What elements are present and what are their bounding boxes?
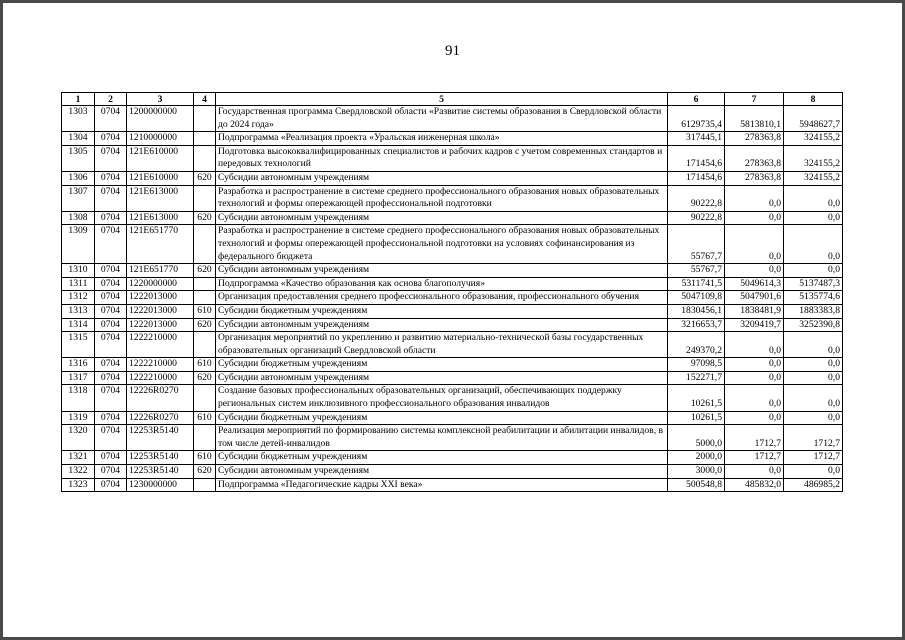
amount-year2-cell: 5813810,1: [725, 106, 784, 132]
section-code-cell: 0704: [95, 106, 127, 132]
section-code-cell: 0704: [95, 478, 127, 492]
item-name-cell: Разработка и распространение в системе среднего профессионального образования новых образовательных технологий и формы опережающей профессиональной подготовки: [216, 185, 668, 211]
row-number-cell: 1321: [62, 451, 95, 465]
amount-year3-cell: 324155,2: [784, 171, 843, 185]
section-code-cell: 0704: [95, 358, 127, 372]
row-number-cell: 1313: [62, 304, 95, 318]
expense-type-cell: 620: [194, 465, 216, 479]
expense-type-cell: [194, 145, 216, 171]
expense-type-cell: 610: [194, 411, 216, 425]
item-name-cell: Разработка и распространение в системе среднего профессионального образования новых образовательных технологий и формы опережающей профессиональной подготовки на условиях софинансирования из федерального бюджета: [216, 225, 668, 264]
row-number-cell: 1315: [62, 332, 95, 358]
target-item-cell: 1210000000: [127, 132, 194, 146]
amount-year1-cell: 90222,8: [668, 211, 725, 225]
amount-year2-cell: 0,0: [725, 211, 784, 225]
expense-type-cell: [194, 185, 216, 211]
amount-year2-cell: 278363,8: [725, 145, 784, 171]
target-item-cell: 1230000000: [127, 478, 194, 492]
amount-year1-cell: 500548,8: [668, 478, 725, 492]
amount-year1-cell: 5000,0: [668, 425, 725, 451]
section-code-cell: 0704: [95, 385, 127, 411]
amount-year2-cell: 1712,7: [725, 451, 784, 465]
amount-year2-cell: 0,0: [725, 332, 784, 358]
budget-table: [61, 92, 843, 492]
table-body: [62, 106, 843, 492]
row-number-cell: 1309: [62, 225, 95, 264]
amount-year1-cell: 10261,5: [668, 411, 725, 425]
section-code-cell: 0704: [95, 145, 127, 171]
expense-type-cell: 620: [194, 211, 216, 225]
table-row: [62, 264, 843, 278]
amount-year2-cell: 0,0: [725, 185, 784, 211]
table-row: [62, 145, 843, 171]
expense-type-cell: 620: [194, 171, 216, 185]
table-row: [62, 106, 843, 132]
table-row: [62, 332, 843, 358]
section-code-cell: 0704: [95, 318, 127, 332]
item-name-cell: Субсидии бюджетным учреждениям: [216, 451, 668, 465]
row-number-cell: 1314: [62, 318, 95, 332]
item-name-cell: Создание базовых профессиональных образовательных организаций, обеспечивающих поддержку региональных систем инклюзивного профессионального образования инвалидов: [216, 385, 668, 411]
table-row: [62, 225, 843, 264]
section-code-cell: 0704: [95, 425, 127, 451]
section-code-cell: 0704: [95, 465, 127, 479]
expense-type-cell: [194, 425, 216, 451]
row-number-cell: 1318: [62, 385, 95, 411]
item-name-cell: Реализация мероприятий по формированию системы комплексной реабилитации и абилитации инвалидов, в том числе детей-инвалидов: [216, 425, 668, 451]
item-name-cell: Организация предоставления среднего профессионального образования, профессионального обучения: [216, 291, 668, 305]
target-item-cell: 12226R0270: [127, 385, 194, 411]
amount-year1-cell: 6129735,4: [668, 106, 725, 132]
expense-type-cell: [194, 332, 216, 358]
table-row: [62, 132, 843, 146]
amount-year3-cell: 0,0: [784, 264, 843, 278]
expense-type-cell: 620: [194, 371, 216, 385]
target-item-cell: 121E651770: [127, 225, 194, 264]
item-name-cell: Субсидии бюджетным учреждениям: [216, 358, 668, 372]
item-name-cell: Субсидии автономным учреждениям: [216, 171, 668, 185]
amount-year3-cell: 1712,7: [784, 451, 843, 465]
expense-type-cell: [194, 291, 216, 305]
header-row: [62, 93, 843, 106]
section-code-cell: 0704: [95, 304, 127, 318]
column-header: 4: [194, 93, 216, 106]
amount-year3-cell: 324155,2: [784, 145, 843, 171]
section-code-cell: 0704: [95, 371, 127, 385]
amount-year1-cell: 249370,2: [668, 332, 725, 358]
row-number-cell: 1323: [62, 478, 95, 492]
amount-year2-cell: 0,0: [725, 225, 784, 264]
section-code-cell: 0704: [95, 451, 127, 465]
item-name-cell: Подпрограмма «Педагогические кадры XXI века»: [216, 478, 668, 492]
amount-year3-cell: 0,0: [784, 185, 843, 211]
expense-type-cell: 620: [194, 318, 216, 332]
row-number-cell: 1307: [62, 185, 95, 211]
amount-year3-cell: 0,0: [784, 358, 843, 372]
row-number-cell: 1319: [62, 411, 95, 425]
column-header: 7: [725, 93, 784, 106]
amount-year3-cell: 0,0: [784, 225, 843, 264]
section-code-cell: 0704: [95, 171, 127, 185]
section-code-cell: 0704: [95, 291, 127, 305]
column-header: 3: [127, 93, 194, 106]
amount-year3-cell: 324155,2: [784, 132, 843, 146]
expense-type-cell: 610: [194, 304, 216, 318]
expense-type-cell: 610: [194, 451, 216, 465]
amount-year2-cell: 485832,0: [725, 478, 784, 492]
section-code-cell: 0704: [95, 132, 127, 146]
table-row: [62, 304, 843, 318]
table-row: [62, 385, 843, 411]
item-name-cell: Подпрограмма «Реализация проекта «Уральская инженерная школа»: [216, 132, 668, 146]
amount-year1-cell: 5311741,5: [668, 277, 725, 291]
section-code-cell: 0704: [95, 225, 127, 264]
row-number-cell: 1306: [62, 171, 95, 185]
amount-year1-cell: 152271,7: [668, 371, 725, 385]
table-row: [62, 211, 843, 225]
expense-type-cell: 610: [194, 358, 216, 372]
amount-year1-cell: 55767,7: [668, 264, 725, 278]
target-item-cell: 1222210000: [127, 358, 194, 372]
column-header: 2: [95, 93, 127, 106]
row-number-cell: 1322: [62, 465, 95, 479]
amount-year2-cell: 0,0: [725, 465, 784, 479]
item-name-cell: Субсидии бюджетным учреждениям: [216, 304, 668, 318]
item-name-cell: Субсидии автономным учреждениям: [216, 264, 668, 278]
amount-year1-cell: 90222,8: [668, 185, 725, 211]
expense-type-cell: [194, 478, 216, 492]
amount-year2-cell: 1712,7: [725, 425, 784, 451]
target-item-cell: 12253R5140: [127, 425, 194, 451]
amount-year3-cell: 0,0: [784, 211, 843, 225]
table-row: [62, 478, 843, 492]
column-header: 1: [62, 93, 95, 106]
section-code-cell: 0704: [95, 277, 127, 291]
row-number-cell: 1308: [62, 211, 95, 225]
row-number-cell: 1320: [62, 425, 95, 451]
table-row: [62, 465, 843, 479]
row-number-cell: 1304: [62, 132, 95, 146]
target-item-cell: 121E613000: [127, 211, 194, 225]
amount-year1-cell: 317445,1: [668, 132, 725, 146]
target-item-cell: 1222013000: [127, 304, 194, 318]
amount-year1-cell: 3000,0: [668, 465, 725, 479]
table-row: [62, 318, 843, 332]
row-number-cell: 1310: [62, 264, 95, 278]
amount-year1-cell: 171454,6: [668, 171, 725, 185]
target-item-cell: 12226R0270: [127, 411, 194, 425]
item-name-cell: Государственная программа Свердловской области «Развитие системы образования в Свердловской области до 2024 года»: [216, 106, 668, 132]
amount-year3-cell: 5135774,6: [784, 291, 843, 305]
table-row: [62, 358, 843, 372]
table-row: [62, 185, 843, 211]
target-item-cell: 1220000000: [127, 277, 194, 291]
target-item-cell: 121E610000: [127, 145, 194, 171]
amount-year2-cell: 0,0: [725, 371, 784, 385]
target-item-cell: 1200000000: [127, 106, 194, 132]
amount-year3-cell: 1712,7: [784, 425, 843, 451]
table-row: [62, 277, 843, 291]
target-item-cell: 121E610000: [127, 171, 194, 185]
target-item-cell: 1222013000: [127, 318, 194, 332]
row-number-cell: 1316: [62, 358, 95, 372]
amount-year3-cell: 3252390,8: [784, 318, 843, 332]
table-row: [62, 171, 843, 185]
item-name-cell: Субсидии бюджетным учреждениям: [216, 411, 668, 425]
item-name-cell: Организация мероприятий по укреплению и развитию материально-технической базы государственных образовательных организаций Свердловской области: [216, 332, 668, 358]
expense-type-cell: [194, 106, 216, 132]
row-number-cell: 1312: [62, 291, 95, 305]
target-item-cell: 12253R5140: [127, 451, 194, 465]
amount-year3-cell: 1883383,8: [784, 304, 843, 318]
amount-year2-cell: 278363,8: [725, 171, 784, 185]
row-number-cell: 1311: [62, 277, 95, 291]
amount-year1-cell: 97098,5: [668, 358, 725, 372]
amount-year1-cell: 3216653,7: [668, 318, 725, 332]
amount-year3-cell: 486985,2: [784, 478, 843, 492]
table-row: [62, 425, 843, 451]
section-code-cell: 0704: [95, 332, 127, 358]
table-row: [62, 411, 843, 425]
table-row: [62, 371, 843, 385]
table-row: [62, 291, 843, 305]
amount-year3-cell: 5948627,7: [784, 106, 843, 132]
item-name-cell: Субсидии автономным учреждениям: [216, 211, 668, 225]
target-item-cell: 1222210000: [127, 371, 194, 385]
document-page: [3, 3, 902, 637]
amount-year2-cell: 1838481,9: [725, 304, 784, 318]
amount-year2-cell: 5047901,6: [725, 291, 784, 305]
target-item-cell: 121E651770: [127, 264, 194, 278]
amount-year3-cell: 5137487,3: [784, 277, 843, 291]
amount-year3-cell: 0,0: [784, 371, 843, 385]
item-name-cell: Субсидии автономным учреждениям: [216, 318, 668, 332]
amount-year2-cell: 278363,8: [725, 132, 784, 146]
amount-year2-cell: 3209419,7: [725, 318, 784, 332]
target-item-cell: 1222013000: [127, 291, 194, 305]
amount-year1-cell: 171454,6: [668, 145, 725, 171]
target-item-cell: 12253R5140: [127, 465, 194, 479]
expense-type-cell: [194, 277, 216, 291]
section-code-cell: 0704: [95, 185, 127, 211]
row-number-cell: 1303: [62, 106, 95, 132]
expense-type-cell: [194, 132, 216, 146]
row-number-cell: 1305: [62, 145, 95, 171]
amount-year2-cell: 0,0: [725, 358, 784, 372]
amount-year1-cell: 2000,0: [668, 451, 725, 465]
target-item-cell: 121E613000: [127, 185, 194, 211]
amount-year3-cell: 0,0: [784, 332, 843, 358]
section-code-cell: 0704: [95, 411, 127, 425]
amount-year1-cell: 10261,5: [668, 385, 725, 411]
expense-type-cell: [194, 385, 216, 411]
row-number-cell: 1317: [62, 371, 95, 385]
amount-year3-cell: 0,0: [784, 465, 843, 479]
section-code-cell: 0704: [95, 264, 127, 278]
item-name-cell: Подпрограмма «Качество образования как основа благополучия»: [216, 277, 668, 291]
amount-year1-cell: 55767,7: [668, 225, 725, 264]
column-header: 5: [216, 93, 668, 106]
amount-year1-cell: 1830456,1: [668, 304, 725, 318]
column-header: 6: [668, 93, 725, 106]
target-item-cell: 1222210000: [127, 332, 194, 358]
amount-year2-cell: 5049614,3: [725, 277, 784, 291]
table-row: [62, 451, 843, 465]
amount-year2-cell: 0,0: [725, 385, 784, 411]
amount-year2-cell: 0,0: [725, 411, 784, 425]
expense-type-cell: [194, 225, 216, 264]
page-number: 91: [445, 43, 460, 59]
section-code-cell: 0704: [95, 211, 127, 225]
column-header: 8: [784, 93, 843, 106]
amount-year3-cell: 0,0: [784, 411, 843, 425]
expense-type-cell: 620: [194, 264, 216, 278]
amount-year3-cell: 0,0: [784, 385, 843, 411]
item-name-cell: Подготовка высококвалифицированных специалистов и рабочих кадров с учетом современных стандартов и передовых технологий: [216, 145, 668, 171]
item-name-cell: Субсидии автономным учреждениям: [216, 465, 668, 479]
amount-year1-cell: 5047109,8: [668, 291, 725, 305]
item-name-cell: Субсидии автономным учреждениям: [216, 371, 668, 385]
amount-year2-cell: 0,0: [725, 264, 784, 278]
